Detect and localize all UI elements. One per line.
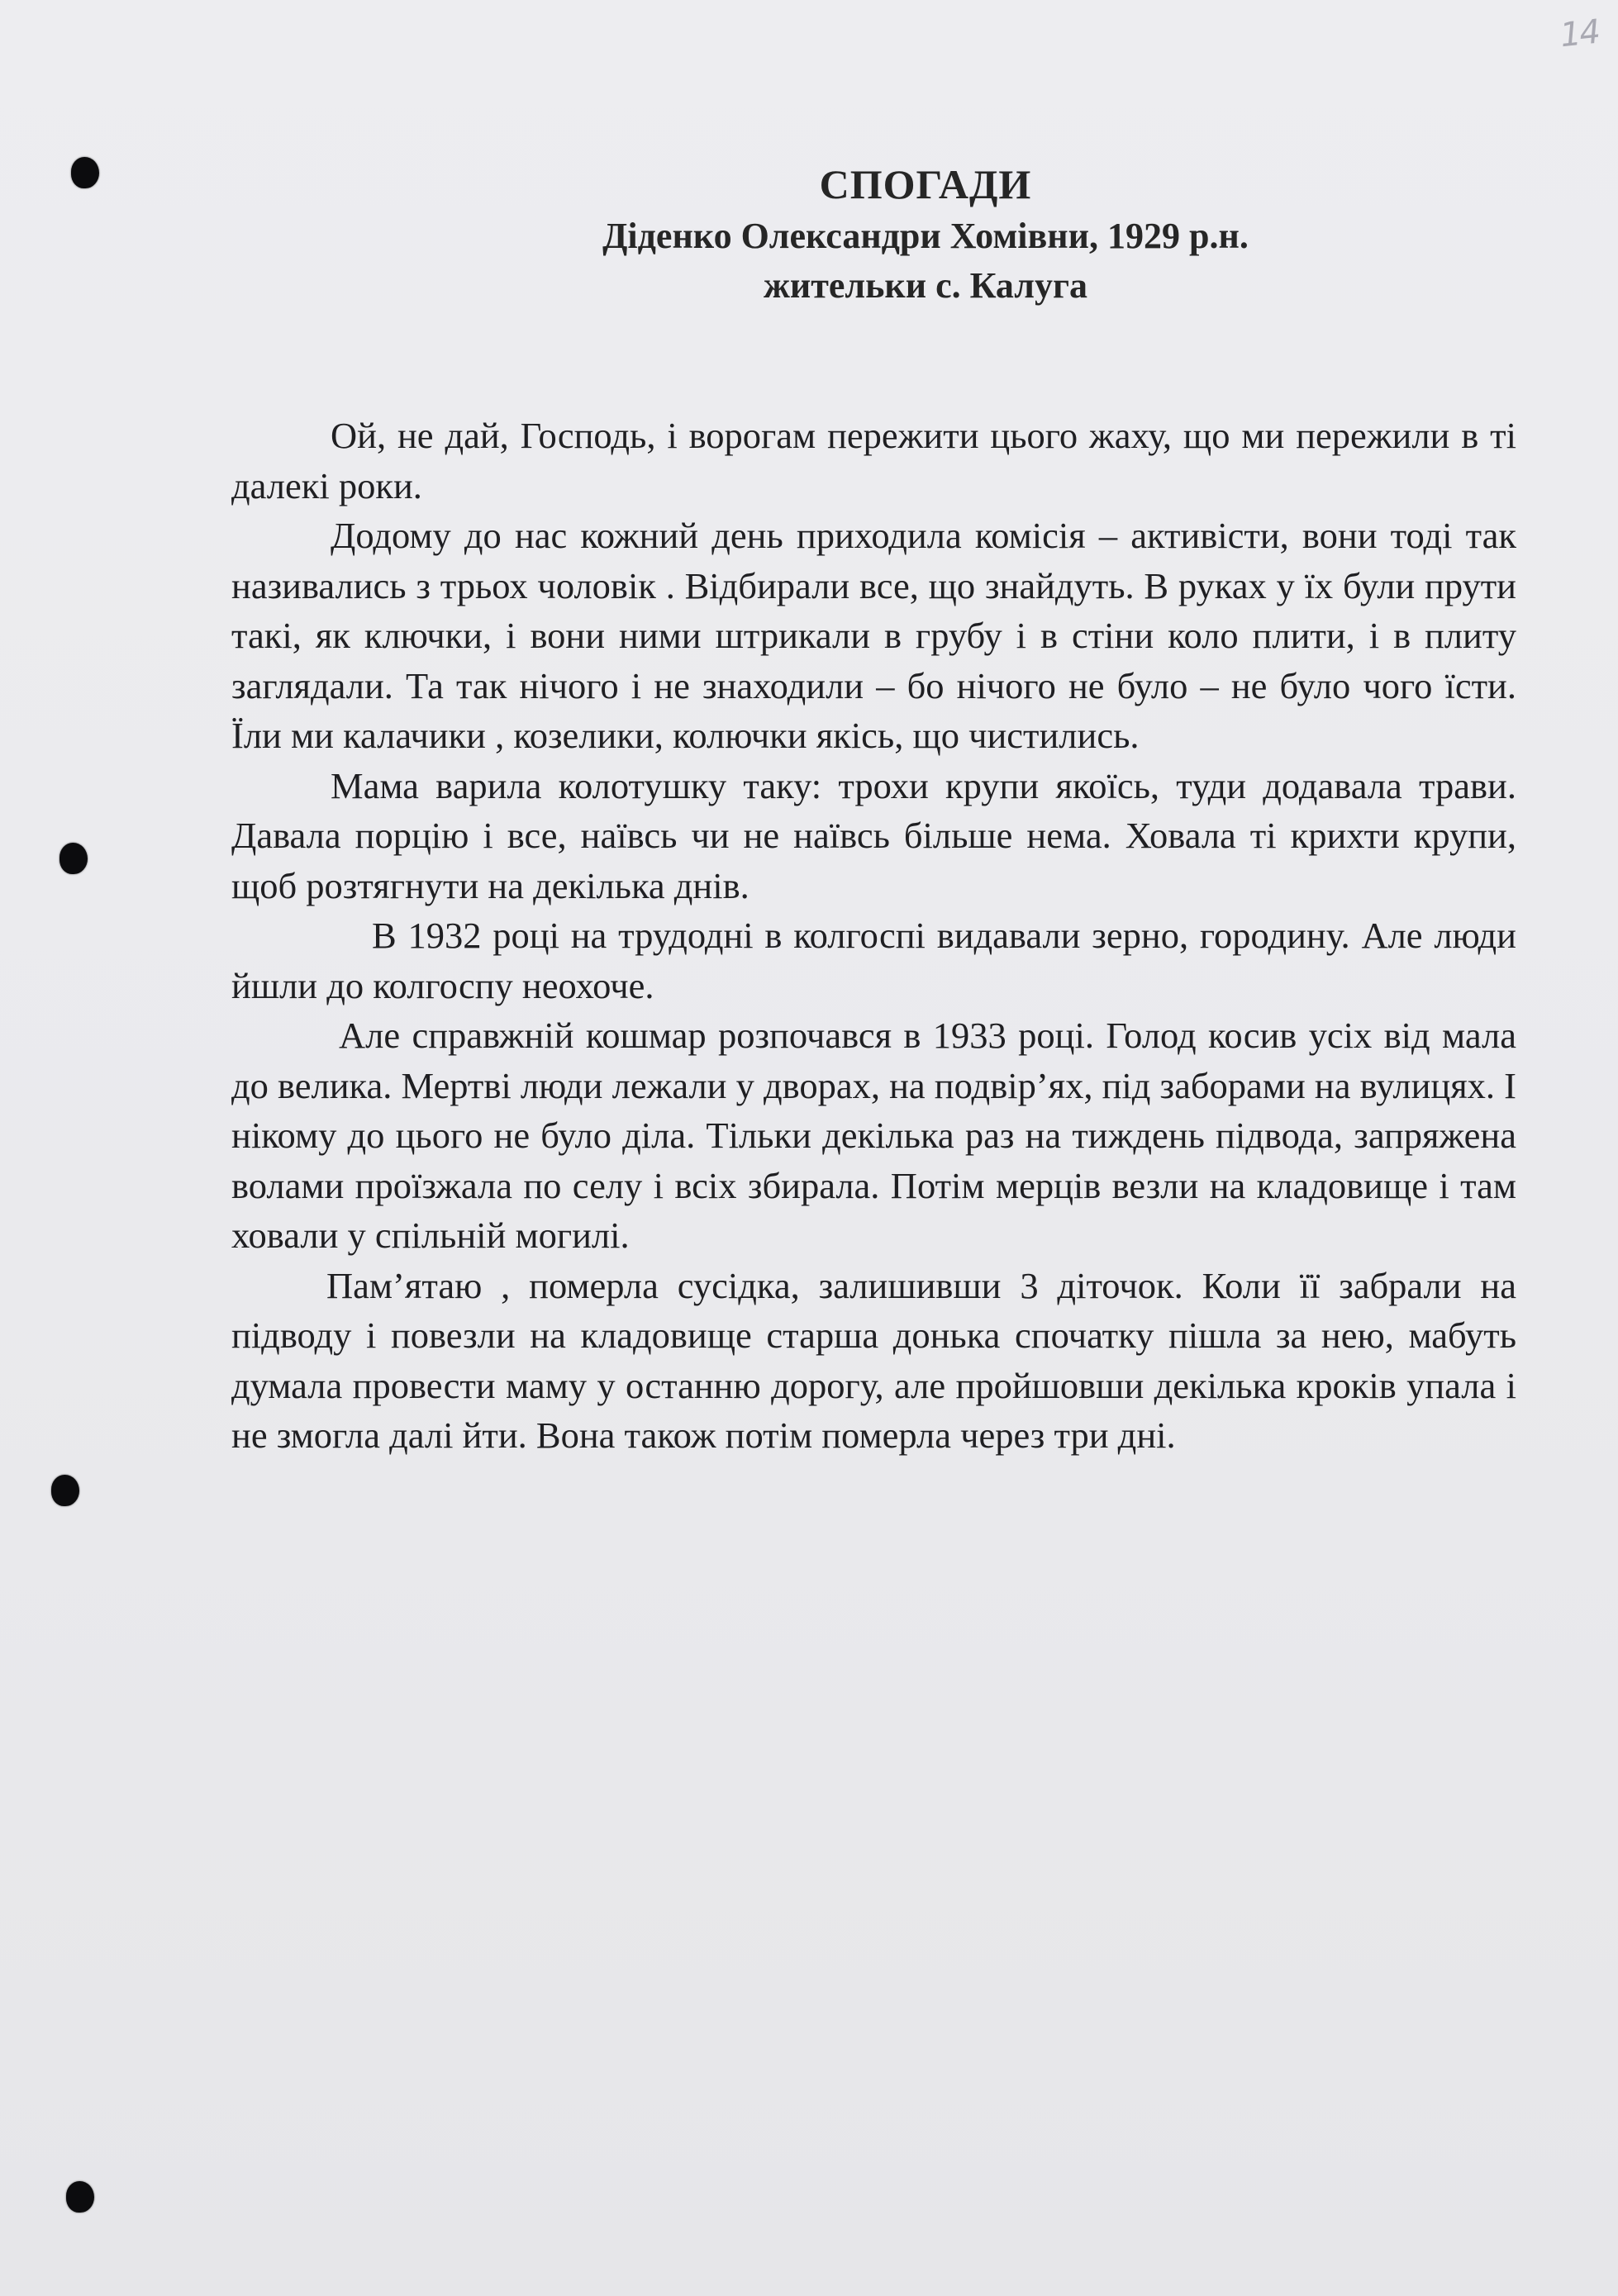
punch-hole	[66, 2181, 94, 2213]
paragraph: Пам’ятаю , померла сусідка, залишивши 3 діточок. Коли її забрали на підводу і повезли на кладовище старша донька спочатку пішла за нею, мабуть думала провести маму у останню дорогу, але пройшовши декілька кроків упала і не змогла далі йти. Вона також потім померла через три дні.	[231, 1264, 1516, 1456]
document-residence-line: жительки с. Калуга	[764, 265, 1087, 306]
paragraph: Додому до нас кожний день приходила комісія – активісти, вони тоді так називались з трьох чоловік . Відбирали все, що знайдуть. В руках у їх були прути такі, як ключки, і вони ними штрикали в грубу і в стіни коло плити, і в плиту заглядали. Та так нічого і не знаходили – бо нічого не було – не було чого їсти. Їли ми калачики , козелики, колючки якісь, що чистились.	[231, 515, 1516, 756]
punch-hole	[71, 157, 99, 188]
handwritten-page-number: 14	[1558, 12, 1601, 55]
document-subtitle: Діденко Олександри Хомівни, 1929 р.н.	[602, 216, 1249, 256]
paragraph: Мама варила колотушку таку: трохи крупи якоїсь, туди додавала трави. Давала порцію і все, наївсь чи не наївсь більше нема. Ховала ті крихти крупи, щоб розтягнути на декілька днів.	[231, 764, 1516, 906]
document-title: СПОГАДИ	[819, 161, 1032, 207]
paragraph: Ой, не дай, Господь, і ворогам пережити цього жаху, що ми пережили в ті далекі роки.	[231, 415, 1516, 506]
paragraph: Але справжній кошмар розпочався в 1933 році. Голод косив усіх від мала до велика. Мертві люди лежали у дворах, на подвір’ях, під заборами на вулицях. І нікому до цього не було діла. Тільки декілька раз на тиждень підвода, запряжена волами проїзжала по селу і всіх збирала. Потім мерців везли на кладовище і там ховали у спільній могилі.	[231, 1015, 1516, 1256]
paragraph: В 1932 році на трудодні в колгоспі видавали зерно, городину. Але люди йшли до колгоспу неохоче.	[231, 915, 1516, 1006]
punch-hole	[51, 1475, 79, 1506]
memoir-body	[231, 411, 1516, 1461]
document-header	[231, 157, 1618, 311]
punch-hole	[59, 843, 88, 874]
